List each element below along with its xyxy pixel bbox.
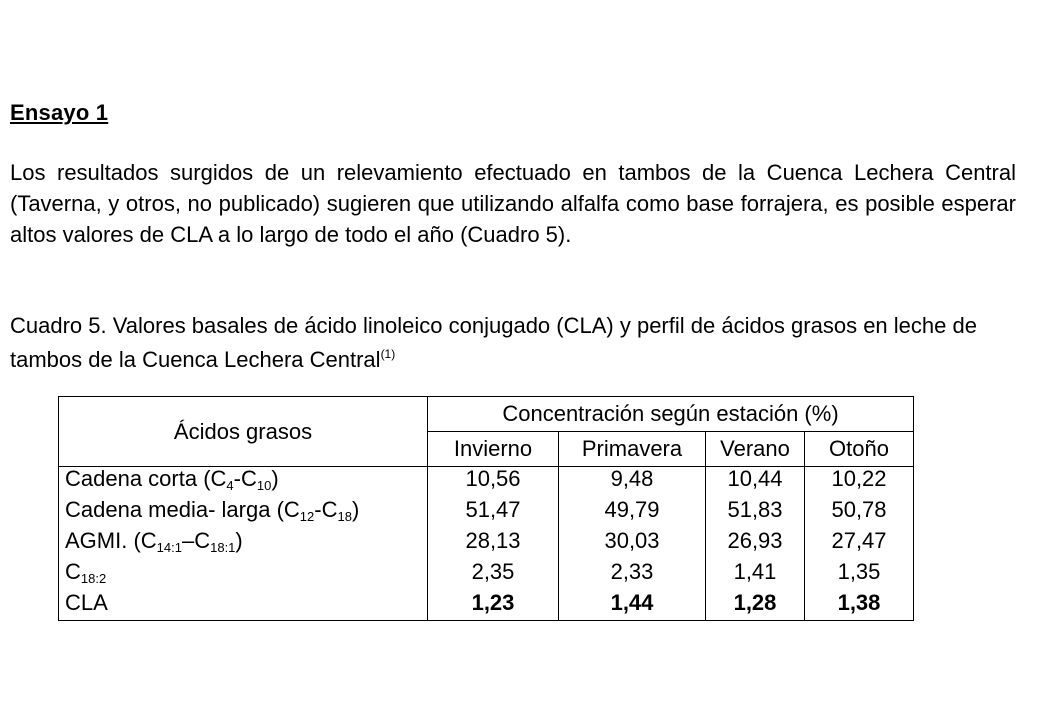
table-row [59,529,914,560]
row-label-text: -C [314,497,338,522]
caption-text: Cuadro 5. Valores basales de ácido linoleico conjugado (CLA) y perfil de ácidos grasos en leche de tambos de la Cuenca Lechera Central [10,313,977,372]
table-cell: 1,38 [805,591,914,621]
row-label [59,498,428,529]
table-cell: 9,48 [559,467,706,499]
table-cell: 10,22 [805,467,914,499]
table-cell: 1,44 [559,591,706,621]
table-cell: 1,41 [706,560,805,591]
table-cell: 27,47 [805,529,914,560]
table-caption [10,311,1020,374]
table-row [59,467,914,499]
table-cell: 10,56 [428,467,559,499]
row-label-text: ) [235,528,243,553]
table-cell: 28,13 [428,529,559,560]
row-label-text: ) [351,497,360,522]
row-label-text: Cadena media- larga (C [65,497,300,522]
row-label-text: AGMI. (C [65,528,157,553]
table-cell: 50,78 [805,498,914,529]
row-label-subscript: 10 [256,478,272,493]
row-label-text: ) [271,466,279,491]
table-cell: 1,28 [706,591,805,621]
header-season-invierno: Invierno [428,432,559,467]
row-label-subscript: 12 [299,509,315,524]
row-label-text: Cadena corta (C [65,466,227,491]
section-heading: Ensayo 1 [10,100,109,125]
row-label-text: -C [233,466,257,491]
row-label [59,467,428,499]
row-label-subscript: 4 [226,478,234,493]
row-label-text: CLA [65,590,108,615]
row-label-text: C [65,559,81,584]
row-label [59,591,428,621]
table-row [59,498,914,529]
header-season-verano: Verano [706,432,805,467]
table-row [59,591,914,621]
row-label-subscript: 18:2 [80,571,107,586]
row-label [59,529,428,560]
header-season-otono: Otoño [805,432,914,467]
table-cell: 1,23 [428,591,559,621]
header-concentration-group: Concentración según estación (%) [428,397,914,432]
table-cell: 1,35 [805,560,914,591]
row-label-subscript: 14:1 [156,540,182,555]
fatty-acids-table [58,396,914,621]
table-cell: 30,03 [559,529,706,560]
header-season-primavera: Primavera [559,432,706,467]
table-cell: 26,93 [706,529,805,560]
row-label [59,560,428,591]
table-cell: 10,44 [706,467,805,499]
table-cell: 51,47 [428,498,559,529]
row-label-subscript: 18:1 [210,540,236,555]
caption-footnote-mark: (1) [380,347,396,361]
table-row [59,560,914,591]
table-cell: 51,83 [706,498,805,529]
table-cell: 49,79 [559,498,706,529]
row-label-subscript: 18 [337,509,352,524]
body-paragraph: Los resultados surgidos de un relevamiento efectuado en tambos de la Cuenca Lechera Central (Taverna, y otros, no publicado) sugieren que utilizando alfalfa como base forrajera, es posible esperar altos valores de CLA a lo largo de todo el año (Cuadro 5). [10,160,1016,247]
row-label-text: –C [181,528,211,553]
table-cell: 2,35 [428,560,559,591]
table-cell: 2,33 [559,560,706,591]
header-fatty-acids: Ácidos grasos [59,397,428,467]
